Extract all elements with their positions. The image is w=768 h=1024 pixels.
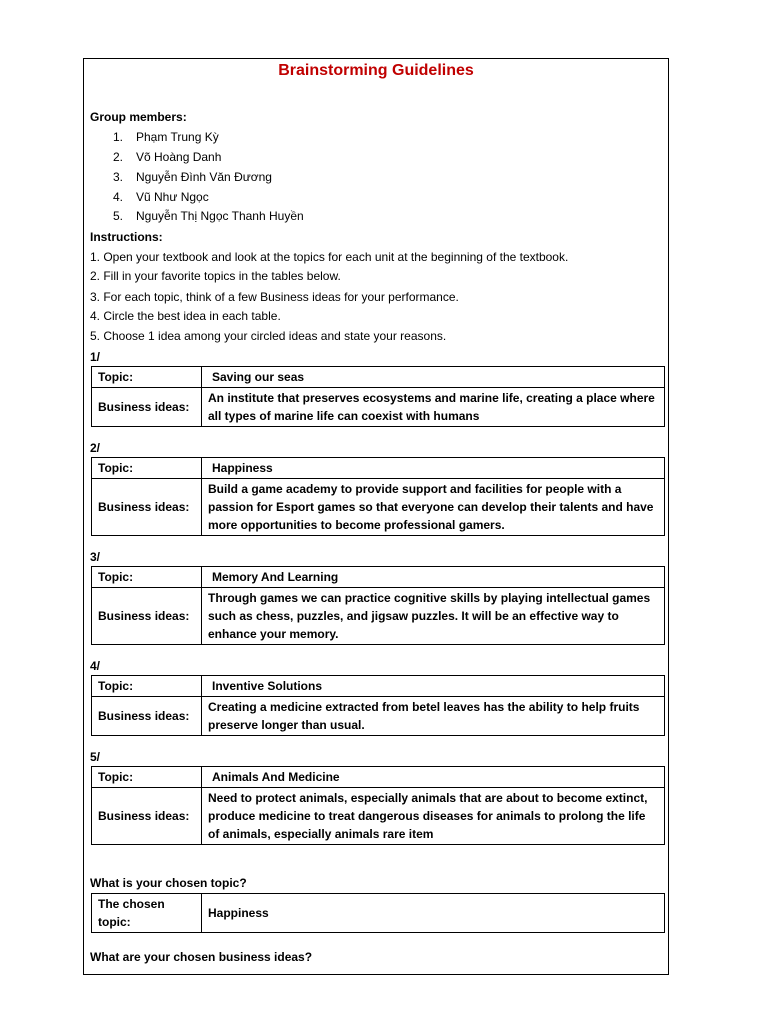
instruction-item: 4. Circle the best idea in each table. <box>90 309 281 323</box>
topic-table <box>91 766 665 845</box>
business-ideas-label: Business ideas: <box>92 388 202 427</box>
business-idea-text: Build a game academy to provide support and facilities for people with a passion for Esport games so that everyone can develop their talents and have more opportunities to become professional gamers. <box>202 479 665 536</box>
topic-value: Animals And Medicine <box>202 767 665 788</box>
topic-table <box>91 675 665 736</box>
business-ideas-label: Business ideas: <box>92 788 202 845</box>
topic-value: Happiness <box>202 458 665 479</box>
member-name: Võ Hoàng Danh <box>136 150 222 164</box>
business-idea-text: Creating a medicine extracted from betel leaves has the ability to help fruits preserve longer than usual. <box>202 697 665 736</box>
section-number: 2/ <box>90 441 101 455</box>
chosen-topic-label: The chosen topic: <box>92 894 202 933</box>
business-ideas-label: Business ideas: <box>92 479 202 536</box>
member-number: 5. <box>113 209 124 223</box>
instructions-label: Instructions: <box>90 230 163 244</box>
topic-value: Inventive Solutions <box>202 676 665 697</box>
instruction-item: 1. Open your textbook and look at the topics for each unit at the beginning of the textbook. <box>90 250 569 264</box>
business-idea-text: Need to protect animals, especially animals that are about to become extinct, produce medicine to treat dangerous diseases for animals to prolong the life of animals, especially animals rare item <box>202 788 665 845</box>
member-number: 2. <box>113 150 124 164</box>
chosen-topic-value: Happiness <box>202 894 665 933</box>
chosen-topic-question: What is your chosen topic? <box>90 876 247 890</box>
instruction-item: 2. Fill in your favorite topics in the tables below. <box>90 269 341 283</box>
chosen-ideas-question: What are your chosen business ideas? <box>90 950 313 964</box>
member-name: Nguyễn Thị Ngọc Thanh Huyền <box>136 209 304 223</box>
member-number: 1. <box>113 130 124 144</box>
group-members-label: Group members: <box>90 110 187 124</box>
topic-label: Topic: <box>92 458 202 479</box>
member-number: 4. <box>113 190 124 204</box>
section-number: 4/ <box>90 659 101 673</box>
member-name: Phạm Trung Kỳ <box>136 130 219 144</box>
topic-label: Topic: <box>92 367 202 388</box>
member-number: 3. <box>113 170 124 184</box>
topic-label: Topic: <box>92 767 202 788</box>
business-ideas-label: Business ideas: <box>92 588 202 645</box>
chosen-topic-table <box>91 893 665 933</box>
section-number: 1/ <box>90 350 101 364</box>
topic-label: Topic: <box>92 676 202 697</box>
instruction-item: 5. Choose 1 idea among your circled ideas and state your reasons. <box>90 329 447 343</box>
document-title: Brainstorming Guidelines <box>278 62 474 79</box>
member-name: Vũ Như Ngọc <box>136 190 209 204</box>
business-ideas-label: Business ideas: <box>92 697 202 736</box>
topic-value: Saving our seas <box>202 367 665 388</box>
section-number: 5/ <box>90 750 101 764</box>
instruction-item: 3. For each topic, think of a few Business ideas for your performance. <box>90 290 459 304</box>
section-number: 3/ <box>90 550 101 564</box>
business-idea-text: Through games we can practice cognitive skills by playing intellectual games such as chess, puzzles, and jigsaw puzzles. It will be an effective way to enhance your memory. <box>202 588 665 645</box>
topic-table <box>91 457 665 536</box>
topic-table <box>91 366 665 427</box>
member-name: Nguyễn Đình Văn Đương <box>136 170 272 184</box>
business-idea-text: An institute that preserves ecosystems and marine life, creating a place where all types of marine life can coexist with humans <box>202 388 665 427</box>
topic-table <box>91 566 665 645</box>
topic-label: Topic: <box>92 567 202 588</box>
topic-value: Memory And Learning <box>202 567 665 588</box>
